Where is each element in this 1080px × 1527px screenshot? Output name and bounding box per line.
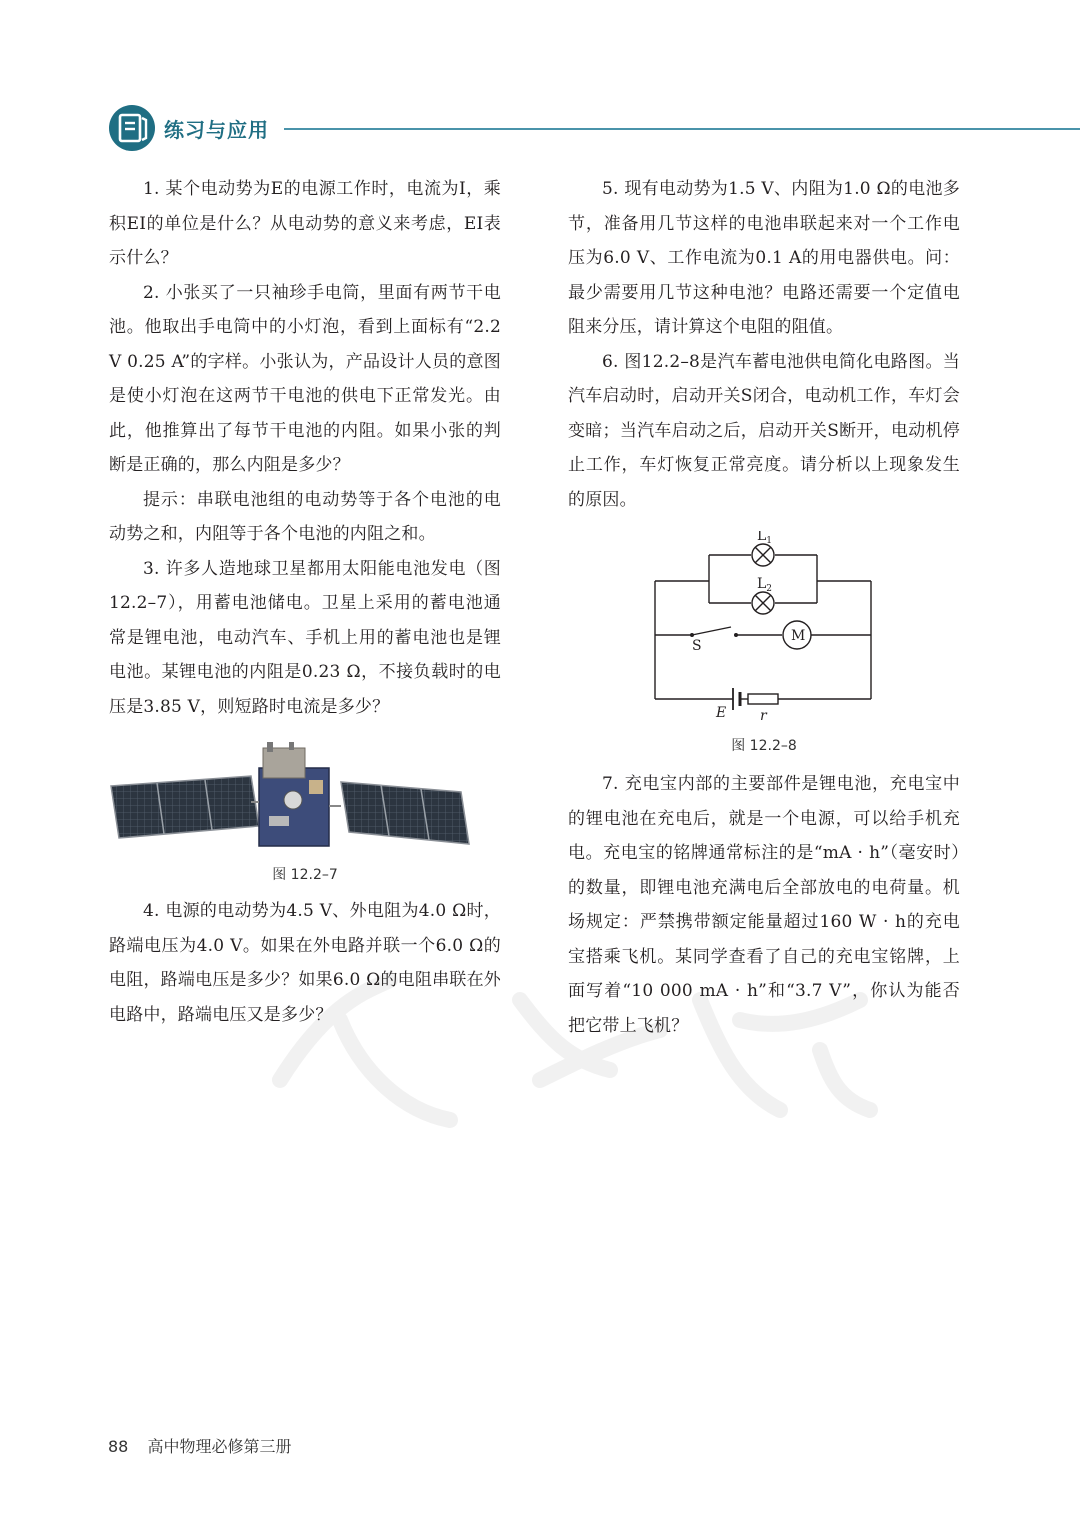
label-emf: E bbox=[716, 705, 727, 721]
label-switch: S bbox=[692, 638, 702, 654]
question-2: 2. 小张买了一只袖珍手电筒，里面有两节干电池。他取出手电筒中的小灯泡，看到上面标有“2.2 V 0.25 A”的字样。小张认为，产品设计人员的意图是使小灯泡在这两节干电池的供电下正常发光。由此，他推算出了每节干电池的内阻。如果小张的判断是正确的，那么内阻是多少？ bbox=[109, 282, 501, 475]
question-3: 3. 许多人造地球卫星都用太阳能电池发电（图12.2–7），用蓄电池储电。卫星上采用的蓄电池通常是锂电池，电动汽车、手机上用的蓄电池也是锂电池。某锂电池的内阻是0.23 Ω，不接负载时的电压是3.85 V，则短路时电流是多少？ bbox=[109, 558, 501, 717]
question-7: 7. 充电宝内部的主要部件是锂电池，充电宝中的锂电池在充电后，就是一个电源，可以给手机充电。充电宝的铭牌通常标注的是“mA · h”（毫安时）的数量，即锂电池充满电后全部放电的电荷量。机场规定：严禁携带额定能量超过160 W · h的充电宝搭乘飞机。某同学查看了自己的充电宝铭牌，上面写着“10 000 mA · h”和“3.7 V”，你认为能否把它带上飞机？ bbox=[568, 774, 960, 1036]
question-5: 5. 现有电动势为1.5 V、内阻为1.0 Ω的电池多节，准备用几节这样的电池串联起来对一个工作电压为6.0 V、工作电流为0.1 A的用电器供电。问：最少需要用几节这种电池？电路还需要一个定值电阻来分压，请计算这个电阻的阻值。 bbox=[568, 179, 960, 337]
satellite-image bbox=[109, 742, 501, 860]
figure-caption: 图 12.2–7 bbox=[272, 867, 338, 883]
question-6: 6. 图12.2–8是汽车蓄电池供电简化电路图。当汽车启动时，启动开关S闭合，电动机工作，车灯会变暗；当汽车启动之后，启动开关S断开，电动机停止工作，车灯恢复正常亮度。请分析以上现象发生的原因。 bbox=[568, 351, 960, 510]
book-title: 高中物理必修第三册 bbox=[147, 1437, 292, 1456]
section-title: 练习与应用 bbox=[164, 118, 269, 142]
question-1: 1. 某个电动势为E的电源工作时，电流为I，乘积EI的单位是什么？从电动势的意义来考虑，EI表示什么？ bbox=[109, 179, 501, 268]
label-motor: M bbox=[791, 628, 806, 644]
header-divider bbox=[284, 128, 1080, 130]
page-footer bbox=[108, 1434, 291, 1457]
figure-12-2-8 bbox=[568, 531, 960, 755]
question-2-hint: 提示：串联电池组的电动势等于各个电池的电动势之和，内阻等于各个电池的内阻之和。 bbox=[109, 489, 501, 544]
label-l2: $L_2$ bbox=[757, 576, 773, 594]
left-column bbox=[109, 172, 501, 1032]
figure-caption: 图 12.2–8 bbox=[731, 738, 797, 754]
section-header bbox=[108, 104, 1080, 156]
exercise-icon bbox=[108, 104, 156, 152]
circuit-diagram bbox=[568, 531, 960, 731]
right-column bbox=[568, 172, 960, 1043]
label-resistance: r bbox=[760, 708, 767, 724]
question-4: 4. 电源的电动势为4.5 V、外电阻为4.0 Ω时，路端电压为4.0 V。如果在外电路并联一个6.0 Ω的电阻，路端电压是多少？如果6.0 Ω的电阻串联在外电路中，路端电压又是多少？ bbox=[109, 901, 501, 1025]
page-number: 88 bbox=[108, 1437, 129, 1456]
figure-12-2-7 bbox=[109, 742, 501, 884]
label-l1: $L_1$ bbox=[757, 531, 773, 546]
